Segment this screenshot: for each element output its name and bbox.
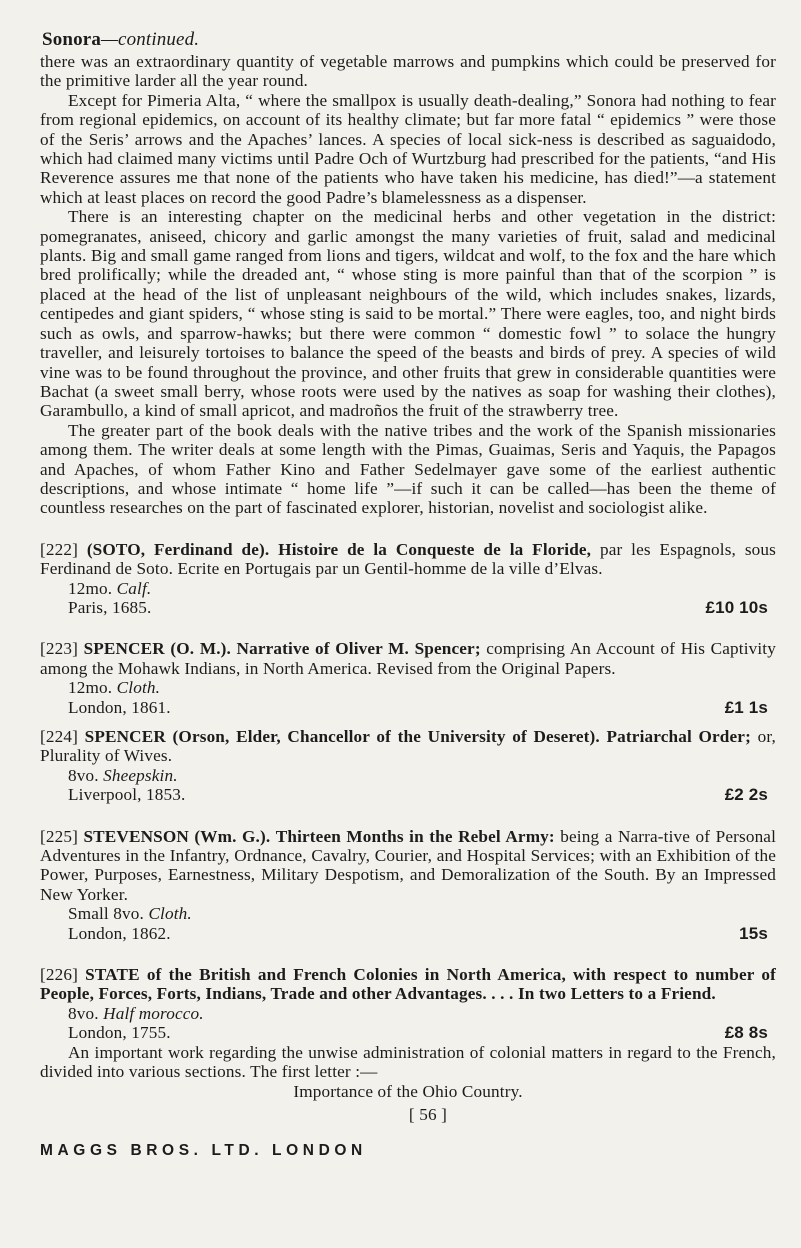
entry-heading [40,727,776,766]
catalogue-entry [40,727,776,805]
entry-heading [40,540,776,579]
entry-heading [40,965,776,1004]
intro-paragraph: there was an extraordinary quantity of vegetable marrows and pumpkins which could be preserved for the primitive larder all the year round. [40,52,776,91]
entry-description: being a Narra-tive of Personal Adventures in the Infantry, Ordnance, Cavalry, Courier, and Hospital Services; with an Exhibition of the Power, Purposes, Earnestness, Military Despotism, and Demoralization of the South. By an Impressed New Yorker. [40,826,777,904]
entry-format-line [68,678,776,697]
entry-note: An important work regarding the unwise administration of colonial matters in regard to the French, divided into various sections. The first letter :— [40,1042,776,1082]
catalogue-entry [40,827,776,943]
entry-title: Narrative of Oliver M. Spencer; [236,639,481,659]
catalogue-entry [40,965,776,1101]
entry-title: of the British and French Colonies in North America, with respect to number of People, Forces, Forts, Indians, Trade and other Advantages. . . . In two Letters to a Friend. [40,965,776,1004]
entry-title: Patriarchal Order; [606,727,751,746]
entry-number: [223] [40,639,78,659]
running-head [42,28,776,52]
entry-author: STATE [85,965,140,985]
entry-number: [224] [40,727,78,746]
entry-format-line [68,766,776,785]
entry-price: 15s [739,923,768,943]
running-head-title: Sonora [42,29,101,50]
entry-number: [226] [40,965,78,985]
page-number: [ 56 ] [408,1104,448,1124]
entry-format-line [68,904,776,923]
entry-author: (SOTO, Ferdinand de). [86,539,270,559]
page-content [40,28,776,1124]
entry-imprint-line [68,785,776,804]
entry-binding: Cloth. [148,904,192,924]
entry-author: STEVENSON (Wm. G.). [83,826,271,846]
entry-price: £1 1s [724,697,768,717]
entry-format: 12mo. [68,578,113,598]
entry-format: Small 8vo. [68,904,144,924]
entry-binding: Calf. [116,578,152,598]
entry-imprint-line [68,924,776,943]
entry-imprint: Paris, 1685. [68,597,152,617]
entry-format-line [68,579,776,598]
catalogue-entry [40,540,776,618]
entry-imprint: London, 1862. [68,923,171,943]
entry-imprint: Liverpool, 1853. [68,785,186,805]
catalogue-entry [40,639,776,717]
entry-heading [40,827,776,905]
entry-binding: Half morocco. [103,1003,204,1023]
running-head-continued: —continued. [100,29,200,50]
entry-description: or, Plurality of Wives. [40,727,776,766]
entry-binding: Cloth. [116,678,161,698]
entry-imprint: London, 1755. [68,1023,171,1043]
entry-title: Thirteen Months in the Rebel Army: [275,826,555,846]
intro-paragraph: Except for Pimeria Alta, “ where the smallpox is usually death-dealing,” Sonora had nothing to fear from regional epidemics, on account of its healthy climate; but far more fatal “ epidemics ” were those of the Seris’ arrows and the Apaches’ lances. A species of local sick-ness is described as saguaidodo, which had claimed many victims until Padre Och of Wurtzburg had prescribed for the patients, “and His Reverence assures me that none of the patients who have taken his medicine, has died!”—a statement which at least places on record the good Padre’s blamelessness as a dispenser. [40,90,776,207]
intro-paragraph: There is an interesting chapter on the medicinal herbs and other vegetation in the district: pomegranates, aniseed, chicory and garlic amongst the many varieties of fruit, salad and medicinal plants. Big and small game ranged from lions and tigers, wildcat and wolf, to the fox and the hare which bred prolifically; while the dreaded ant, “ whose sting is more painful than that of the scorpion ” is placed at the head of the list of unpleasant neighbours of the wild, which includes snakes, lizards, centipedes and giant spiders, “ whose sting is said to be mortal.” There were eagles, too, and night birds such as owls, and sparrow-hawks; but there were common “ domestic fowl ” to solace the hungry traveller, and leisurely tortoises to balance the speed of the beasts and birds of prey. A species of wild vine was to be found throughout the province, and other fruits that grew in considerable quantities were Bachat (a sweet small berry, whose roots were used by the natives as soap for washing their clothes), Garambullo, a kind of small apricot, and madroños the fruit of the strawberry tree. [40,207,776,421]
publisher-footer: MAGGS BROS. LTD. LONDON [40,1142,367,1159]
entry-author: SPENCER (Orson, Elder, Chancellor of the University of Deseret). [84,727,600,746]
entry-description: comprising An Account of His Captivity among the Mohawk Indians, in North America. Revised from the Original Papers. [40,639,776,678]
entry-number: [225] [40,826,78,846]
entry-price: £2 2s [724,785,768,805]
entry-number: [222] [40,539,78,559]
entry-binding: Sheepskin. [103,765,178,785]
entry-heading [40,639,776,678]
entry-format: 12mo. [68,678,113,698]
entry-imprint-line [68,598,776,617]
entry-description: par les Espagnols, sous Ferdinand de Soto. Ecrite en Portugais par un Gentil-homme de la ville d’Elvas. [40,539,776,579]
entry-format-line [68,1004,776,1023]
entry-format: 8vo. [68,1003,99,1023]
entry-price: £10 10s [705,597,768,617]
entry-format: 8vo. [68,765,99,785]
entry-price: £8 8s [724,1023,768,1043]
entry-title: Histoire de la Conqueste de la Floride, [278,539,592,559]
entry-note-last-line: Importance of the Ohio Country. [293,1081,523,1101]
entry-author: SPENCER (O. M.). [83,639,231,659]
entry-imprint: London, 1861. [68,697,171,717]
entry-imprint-line [68,698,776,717]
entry-imprint-line [68,1023,776,1042]
intro-paragraph: The greater part of the book deals with the native tribes and the work of the Spanish missionaries among them. The writer deals at some length with the Pimas, Guaimas, Seris and Yaquis, the Papagos and Apaches, of whom Father Kino and Father Sedelmayer gave some of the earliest authentic descriptions, and whose intimate “ home life ”—if such it can be called—has been the theme of countless researches on the part of fascinated explorer, historian, novelist and sociologist alike. [40,420,776,518]
